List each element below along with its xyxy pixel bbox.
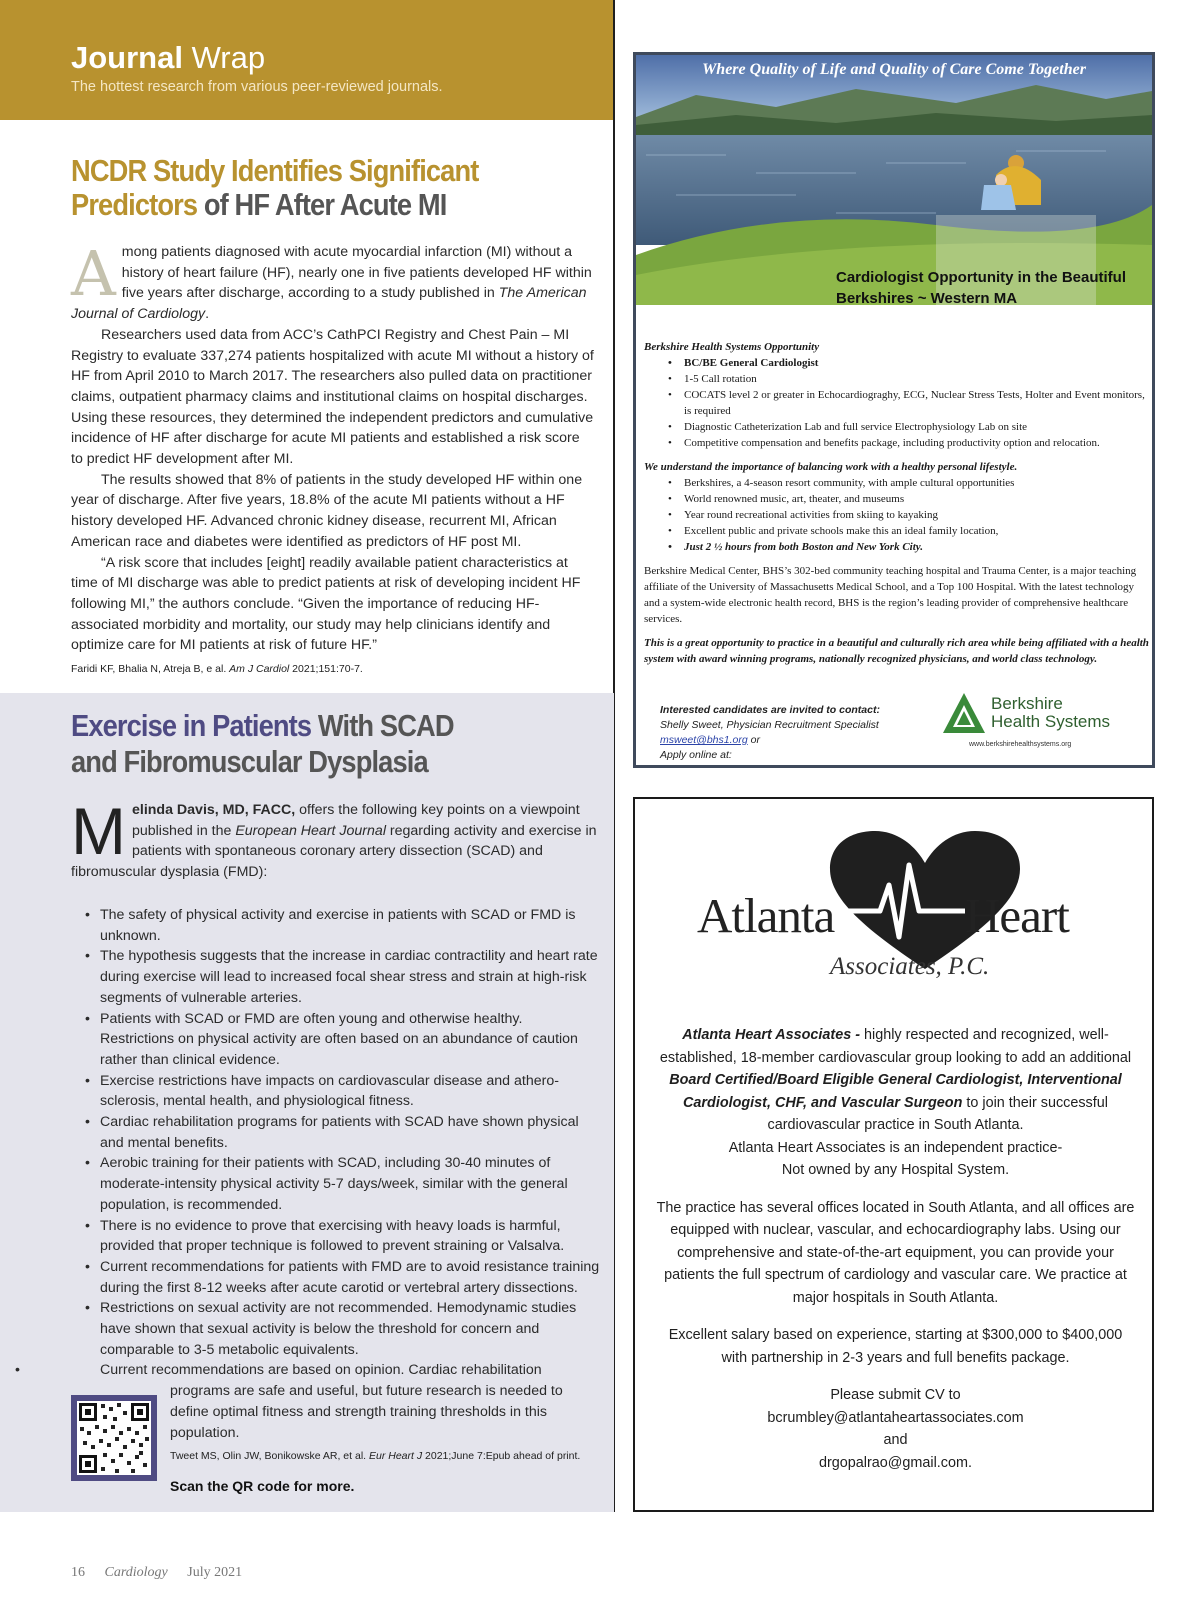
article2-intro-text-a: offers the following key points on a viewpoint published in the [131, 802, 580, 839]
article1-body [71, 237, 594, 676]
article1-citation-ref: 2021;151:70-7. [289, 663, 363, 676]
logo-line-2: Health Systems [991, 712, 1111, 731]
atlanta-p1-c: Atlanta Heart Associates is an independent practice- [728, 1139, 1063, 1156]
atlanta-p1-d: Not owned by any Hospital System. [781, 1162, 1010, 1178]
logo-word-atlanta: Atlanta [697, 888, 835, 943]
list-item: • There is no evidence to prove that exercising with heavy loads is harmful, provided that proper technique is followed to prevent straining or Valsalva. [85, 1216, 600, 1257]
list-item: • Cardiac rehabilitation programs for patients with SCAD have shown physical and mental benefits. [85, 1112, 600, 1153]
atlanta-email-2[interactable]: drgopalrao@gmail.com. [819, 1454, 972, 1471]
ad-heading-line-2: Berkshires ~ Western MA [836, 290, 1018, 307]
article1-p1-end: . [205, 306, 210, 323]
atlanta-roles: Board Certified/Board Eligible General Cardiologist, Interventional Cardiologist, CHF, and Vascular Surgeon [669, 1072, 1122, 1111]
ad-heading [836, 267, 1146, 309]
article2-headline-light-1: With SCAD [317, 708, 454, 743]
berkshire-logo [941, 691, 1141, 753]
article1-journal-name: The American Journal of Cardiology [71, 285, 587, 323]
section-subtitle: The hottest research from various peer-reviewed journals. [71, 79, 443, 95]
list-item: • The safety of physical activity and exercise in patients with SCAD or FMD is unknown. [85, 905, 600, 946]
list-item: • Restrictions on sexual activity are not recommended. Hemodynamic studies have shown that sexual activity is below the threshold for concern and comparable to 3-5 metabolic equivalents. [85, 1298, 600, 1360]
article2-dropcap: M [71, 794, 126, 868]
article1-paragraph-2: Researchers used data from ACC’s CathPCI Registry and Chest Pain – MI Registry to evaluate 337,274 patients hospitalized with acute MI without a history of HF from April 2010 to March 2017. The researchers also pulled data on practitioner claims, outpatient pharmacy claims and institutional claims on hospital discharges. Using these resources, they determined the independent predictors and cumulative incidence of HF after discharge for acute MI patients and established a risk score to predict HF development after MI. [71, 326, 594, 468]
ad-contact-apply: Apply online at: [660, 749, 732, 761]
article2-intro [71, 794, 598, 883]
article2-headline-light-2: and Fibromuscular Dysplasia [71, 744, 428, 779]
list-item: • World renowned music, art, theater, and museums [668, 491, 1149, 507]
ad-contact-name: Shelly Sweet, Physician Recruitment Specialist [660, 719, 879, 731]
article2-headline-bold: Exercise in Patients [71, 708, 312, 743]
article2-key-points [85, 905, 600, 1443]
article1-paragraph-4: “A risk score that includes [eight] readily available patient characteristics at time of MI discharge was able to predict patients at risk of developing incident HF following MI,” the authors conclude. “Given the importance of reducing HF-associated morbidity and mortality, our study may help clinicians identify and optimize care for MI patients at risk of future HF.” [71, 554, 581, 654]
list-item: • Current recommendations are based on opinion. Cardiac rehabilitation programs are safe and useful, but future research is needed to define optimal fitness and strength training thresholds in this population. [85, 1360, 600, 1443]
issue-date: July 2021 [187, 1565, 243, 1580]
atlanta-and: and [883, 1432, 908, 1448]
section-title-light: Wrap [191, 40, 266, 75]
article1-citation [71, 662, 594, 676]
article2-intro-text-b: regarding activity and exercise in patients with spontaneous coronary artery dissection (SCAD) and fibromuscular dysplasia (FMD): [71, 822, 597, 881]
ad-about-text: Berkshire Medical Center, BHS’s 302-bed community teaching hospital and Trauma Center, is a major teaching affiliate of the University of Massachusetts Medical School, and a Top 100 Hospital. With the latest technology and a system-wide electronic health record, BHS is the region’s leading provider of comprehensive healthcare services. [644, 565, 1137, 625]
atlanta-paragraph-3: Excellent salary based on experience, starting at $300,000 to $400,000 with partnership in 2-3 years and full benefits package. [668, 1327, 1123, 1366]
tree-icon [941, 691, 987, 737]
article1-citation-journal: Am J Cardiol [229, 663, 290, 676]
article2-citation-ref: 2021;June 7:Epub ahead of print. [422, 1450, 581, 1462]
logo-url[interactable]: www.berkshirehealthsystems.org [969, 741, 1072, 748]
ad-heading-line-1: Cardiologist Opportunity in the Beautiful [836, 269, 1126, 286]
article1-headline-bold: NCDR Study Identifies Significant Predictors [71, 153, 479, 222]
atlanta-heart-logo [685, 829, 1105, 999]
article1-headline [71, 154, 529, 222]
atlanta-heart-job-ad[interactable] [633, 797, 1154, 1512]
list-item: • The hypothesis suggests that the increase in cardiac contractility and heart rate during exercise will lead to increased focal shear stress and strain at high-risk segments of vulnerable arteries. [85, 946, 600, 1008]
qr-code[interactable] [71, 1395, 157, 1481]
list-item: • Aerobic training for their patients with SCAD, including 30-40 minutes of moderate-intensity physical activity 5-7 days/week, similar with the general population, is recommended. [85, 1153, 600, 1215]
list-item: • BC/BE General Cardiologist [668, 355, 1149, 371]
ad-section-title: Berkshire Health Systems Opportunity [644, 341, 820, 353]
list-item: • Berkshires, a 4-season resort community, with ample cultural opportunities [668, 475, 1149, 491]
article2-citation-journal: Eur Heart J [369, 1450, 423, 1462]
ad-contact [660, 703, 930, 763]
logo-word-heart: Heart [965, 888, 1069, 943]
list-item: • 1-5 Call rotation [668, 371, 1149, 387]
logo-associates: Associates, P.C. [830, 953, 990, 980]
atlanta-submit-cv: Please submit CV to [830, 1387, 961, 1403]
section-title [71, 42, 265, 73]
qr-code-pattern [77, 1401, 151, 1475]
list-item: • Competitive compensation and benefits package, including productivity option and relocation. [668, 435, 1149, 451]
scan-qr-caption: Scan the QR code for more. [170, 1478, 355, 1494]
list-item: • Just 2 ½ hours from both Boston and New York City. [668, 539, 1149, 555]
article2-intro-journal: European Heart Journal [235, 822, 386, 839]
article1-paragraph-3: The results showed that 8% of patients in the study developed HF within one year of discharge. After five years, 18.8% of the acute MI patients without a HF history developed HF. Advanced chronic kidney disease, recurrent MI, African American race and diabetes were identified as predictors of HF post MI. [71, 471, 583, 550]
atlanta-email-1[interactable]: bcrumbley@atlantaheartassociates.com [767, 1409, 1024, 1426]
atlanta-p1-a: highly respected and recognized, well-established, 18-member cardiovascular group looking to add an additional [659, 1027, 1132, 1066]
article2-author-name: elinda Davis, MD, FACC, [131, 802, 296, 818]
article1-citation-authors: Faridi KF, Bhalia N, Atreja B, e al. [71, 663, 230, 676]
magazine-name: Cardiology [104, 1565, 168, 1580]
list-item: • COCATS level 2 or greater in Echocardiograghy, ECG, Nuclear Stress Tests, Holter and Event monitors, is required [668, 387, 1149, 419]
article1-paragraph-1 [71, 237, 594, 325]
atlanta-paragraph-4 [655, 1384, 1136, 1474]
ad-opportunity-list [668, 355, 1149, 451]
article2-citation-authors: Tweet MS, Olin JW, Bonikowske AR, et al. [170, 1450, 369, 1462]
atlanta-company-name: Atlanta Heart Associates - [682, 1027, 861, 1043]
page-number: 16 [71, 1565, 85, 1580]
list-item: • Year round recreational activities from skiing to kayaking [668, 507, 1149, 523]
ad-tagline: Where Quality of Life and Quality of Care Come Together [702, 61, 1086, 78]
ad-contact-email-link[interactable]: msweet@bhs1.org [660, 734, 748, 746]
list-item: • Diagnostic Catheterization Lab and full service Electrophysiology Lab on site [668, 419, 1149, 435]
atlanta-ad-text [655, 1024, 1136, 1489]
list-item: • Excellent public and private schools make this an ideal family location, [668, 523, 1149, 539]
logo-wordmark [991, 695, 1110, 731]
section-header-band [0, 0, 614, 120]
atlanta-paragraph-2: The practice has several offices located in South Atlanta, and all offices are equipped with nuclear, vascular, and echocardiography labs. Using our comprehensive and state-of-the-art equipment, you can provide your patients the full spectrum of cardiology and vascular care. We practice at major hospitals in South Atlanta. [656, 1199, 1135, 1306]
ad-body [644, 339, 1149, 667]
ad-lifestyle-title: We understand the importance of balancing work with a healthy personal lifestyle. [644, 461, 1018, 473]
atlanta-p1-b: to join their successful cardiovascular practice in South Atlanta. [767, 1094, 1108, 1133]
article1-p1-text: mong patients diagnosed with acute myocardial infarction (MI) without a history of heart failure (HF), nearly one in five patients developed HF within five years after discharge, according to a study published in [121, 244, 592, 302]
list-item: • Current recommendations for patients with FMD are to avoid resistance training during the first 8-12 weeks after acute carotid or vertebral artery dissections. [85, 1257, 600, 1298]
article2-citation [170, 1450, 600, 1462]
ad-closing-text: This is a great opportunity to practice in a beautiful and culturally rich area while being affiliated with a health system with award winning programs, nationally recognized physicians, and world class technology. [644, 637, 1149, 665]
article2-headline [71, 708, 529, 780]
ad-lifestyle-list [668, 475, 1149, 555]
article1-headline-light: of HF After Acute MI [203, 187, 447, 222]
list-item: • Exercise restrictions have impacts on cardiovascular disease and athero-sclerosis, mental health, and physiological fitness. [85, 1071, 600, 1112]
atlanta-paragraph-1 [655, 1024, 1136, 1182]
berkshire-job-ad[interactable] [633, 52, 1155, 768]
ad-contact-line: Interested candidates are invited to contact: [660, 704, 880, 716]
logo-line-1: Berkshire [991, 694, 1063, 713]
ad-contact-email-row [660, 733, 930, 748]
ad-contact-or: or [747, 734, 760, 746]
section-title-bold: Journal [71, 40, 183, 75]
page-footer [71, 1565, 258, 1581]
list-item: • Patients with SCAD or FMD are often young and otherwise healthy. Restrictions on physical activity are often based on an abundance of caution rather than clinical evidence. [85, 1009, 600, 1071]
article1-dropcap: A [71, 237, 116, 310]
